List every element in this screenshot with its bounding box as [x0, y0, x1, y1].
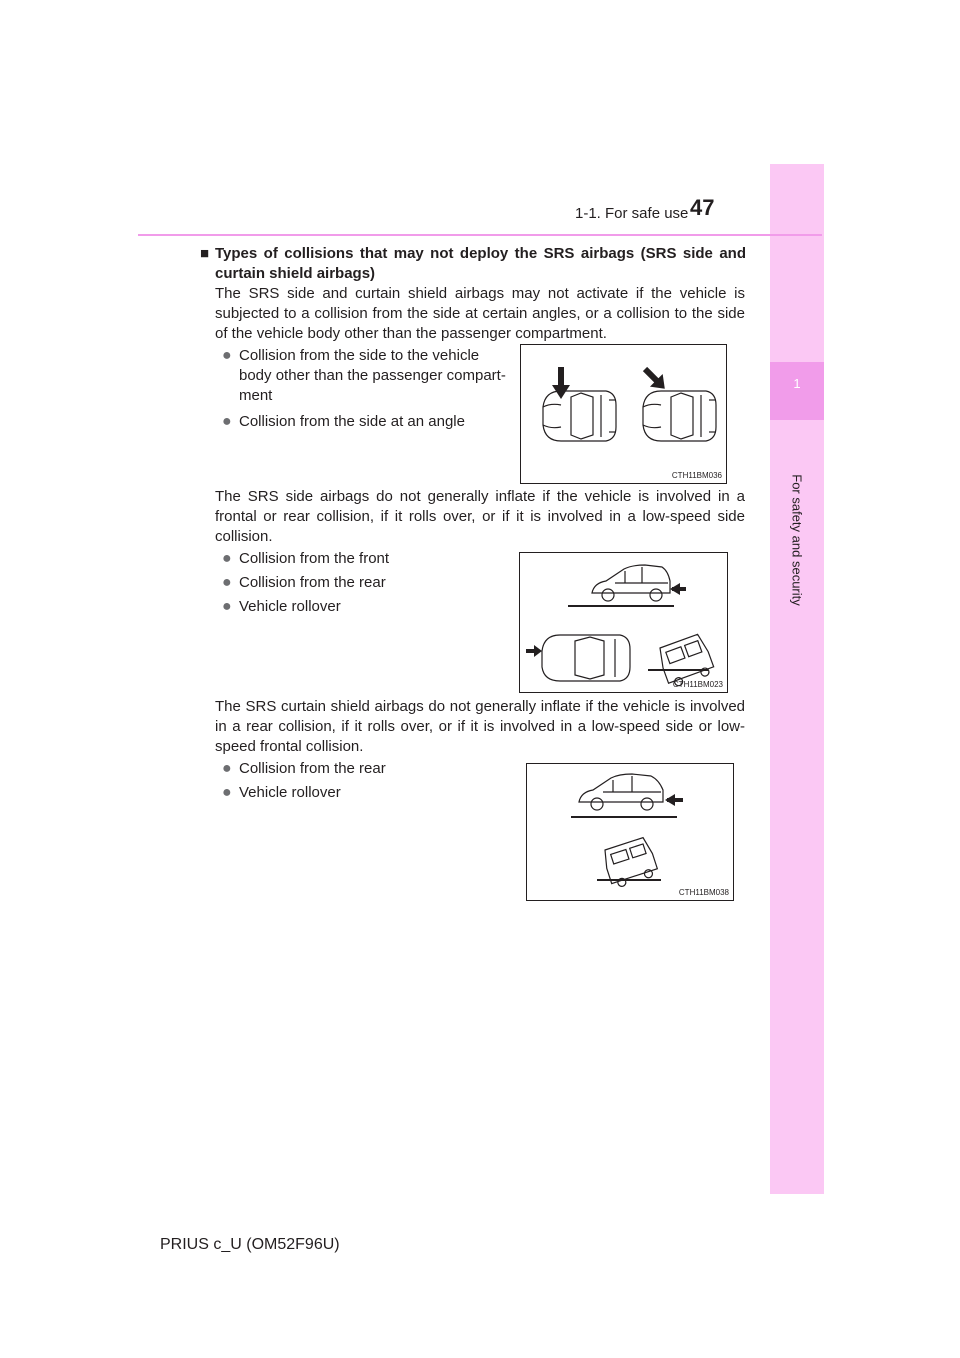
- side-collision-illustration: [521, 345, 726, 483]
- figure-code: CTH11BM023: [672, 680, 723, 689]
- list-item: [222, 597, 507, 617]
- header-divider: [138, 234, 822, 236]
- list-item-text: Collision from the rear: [239, 574, 386, 591]
- rear-rollover-illustration: [527, 764, 733, 900]
- bullet-dot: ●: [222, 413, 232, 430]
- list-item: [222, 759, 507, 779]
- list-item-text: Collision from the side to the vehicle body other than the passenger compart-ment: [239, 347, 506, 404]
- bullet-dot: ●: [222, 347, 232, 364]
- chapter-side-band: [770, 164, 824, 1194]
- document-footer: PRIUS c_U (OM52F96U): [160, 1236, 340, 1253]
- paragraph-2: The SRS side airbags do not generally inflate if the vehicle is involved in a frontal or rear collision, if it rolls over, or if it is involved in a low-speed side collision.: [215, 488, 745, 545]
- bullet-dot: ●: [222, 760, 232, 777]
- bullet-list-3: [222, 759, 507, 807]
- figure-rear-rollover: [526, 763, 734, 901]
- heading-square-marker: ■: [200, 245, 210, 262]
- front-rear-rollover-illustration: [520, 553, 727, 692]
- figure-code: CTH11BM038: [678, 888, 729, 897]
- chapter-title: For safety and security: [789, 474, 805, 606]
- page-number: 47: [690, 195, 715, 220]
- figure-front-rear-rollover: [519, 552, 728, 693]
- chapter-tab-highlight: [770, 362, 824, 420]
- list-item-text: Collision from the rear: [239, 760, 386, 777]
- list-item: [222, 783, 507, 803]
- list-item-text: Vehicle rollover: [239, 598, 341, 615]
- bullet-list-2: [222, 549, 507, 621]
- bullet-dot: ●: [222, 598, 232, 615]
- list-item-text: Collision from the side at an angle: [239, 413, 465, 430]
- bullet-dot: ●: [222, 550, 232, 567]
- list-item-text: Vehicle rollover: [239, 784, 341, 801]
- bullet-list-1: [222, 346, 507, 436]
- heading-text: Types of collisions that may not deploy the SRS airbags (SRS side and curtain shield airbags): [215, 245, 746, 282]
- chapter-number: 1: [793, 376, 801, 391]
- figure-side-collision: [520, 344, 727, 484]
- list-item: [222, 573, 507, 593]
- list-item: [222, 412, 507, 432]
- list-item-text: Collision from the front: [239, 550, 390, 567]
- paragraph-3: The SRS curtain shield airbags do not generally inflate if the vehicle is involved in a rear collision, if it rolls over, or if it is involved in a low-speed side or low-speed frontal collision.: [215, 698, 745, 755]
- list-item: [222, 346, 507, 406]
- paragraph-1: The SRS side and curtain shield airbags may not activate if the vehicle is subjected to a collision from the side at certain angles, or a collision to the side of the vehicle body other than the passenger compartment.: [215, 285, 745, 342]
- section-heading: [200, 244, 746, 284]
- list-item: [222, 549, 507, 569]
- section-title: 1-1. For safe use: [575, 205, 689, 222]
- bullet-dot: ●: [222, 784, 232, 801]
- figure-code: CTH11BM036: [671, 471, 722, 480]
- bullet-dot: ●: [222, 574, 232, 591]
